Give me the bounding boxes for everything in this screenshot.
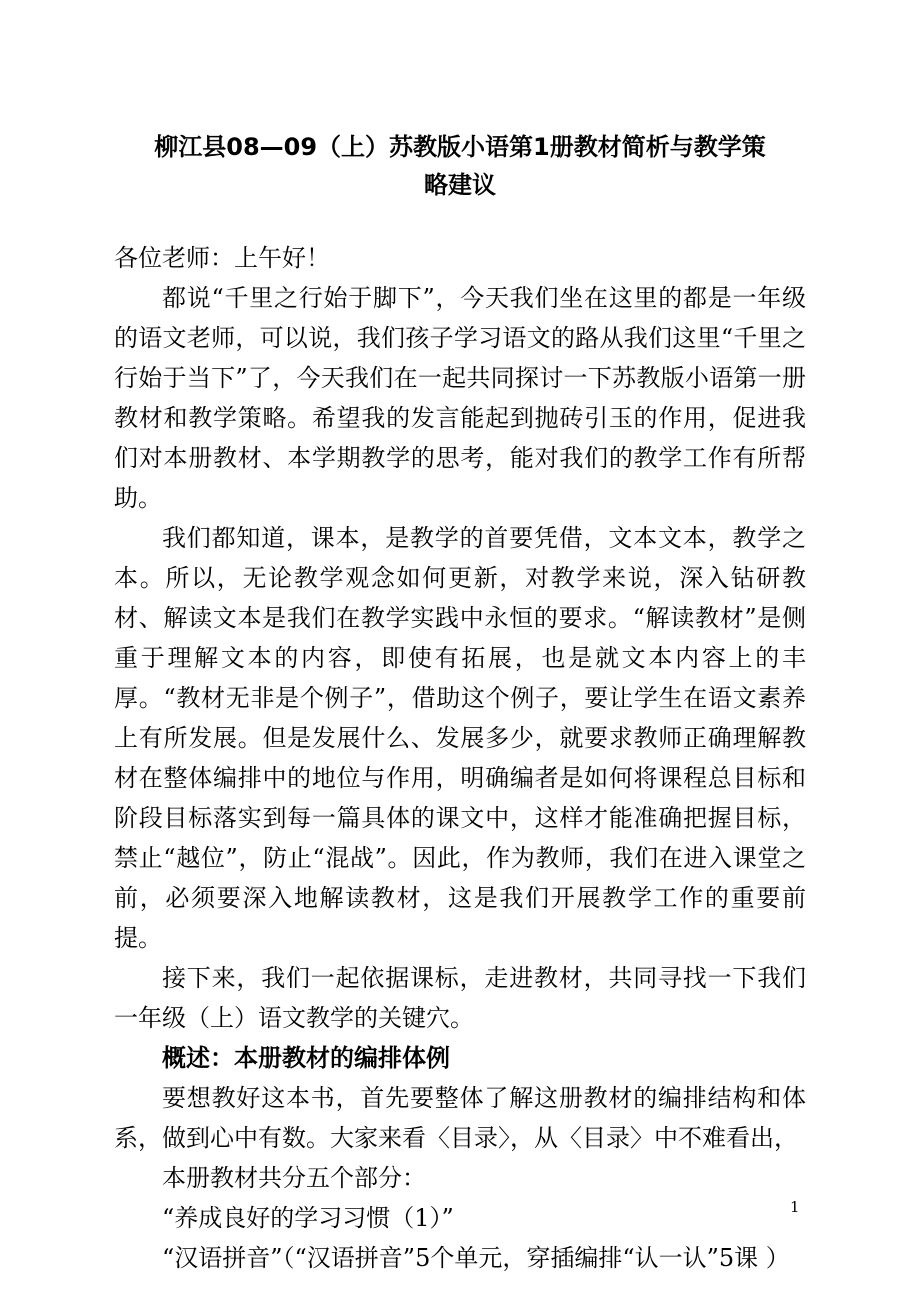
- greeting: 各位老师：上午好！: [114, 244, 330, 272]
- paragraph: 都说“千里之行始于脚下”，今天我们坐在这里的都是一年级的语文老师，可以说，我们孩子学习语文的路从我们这里“千里之行始于当下”了，今天我们在一起共同探讨一下苏教版小语第一册教材和教学策略。希望我的发言能起到抛砖引玉的作用，促进我们对本册教材、本学期教学的思考，能对我们的教学工作有所帮助。: [114, 284, 806, 512]
- title-line-1: 柳江县08—09（上）苏教版小语第1册教材简析与教学策: [154, 133, 766, 161]
- section-heading: 概述：本册教材的编排体例: [162, 1044, 450, 1072]
- list-item: “汉语拼音”（“汉语拼音”5个单元，穿插编排“认一认”5课 ）: [162, 1244, 790, 1272]
- title-line-2: 略建议: [424, 171, 496, 199]
- paragraph: 我们都知道，课本，是教学的首要凭借，文本文本，教学之本。所以，无论教学观念如何更新，对教学来说，深入钻研教材、解读文本是我们在教学实践中永恒的要求。“解读教材”是侧重于理解文本的内容，即使有拓展，也是就文本内容上的丰厚。“教材无非是个例子”，借助这个例子，要让学生在语文素养上有所发展。但是发展什么、发展多少，就要求教师正确理解教材在整体编排中的地位与作用，明确编者是如何将课程总目标和阶段目标落实到每一篇具体的课文中，这样才能准确把握目标，禁止“越位”，防止“混战”。因此，作为教师，我们在进入课堂之前，必须要深入地解读教材，这是我们开展教学工作的重要前提。: [114, 524, 806, 952]
- paragraph: 接下来，我们一起依据课标，走进教材，共同寻找一下我们一年级（上）语文教学的关键穴。: [114, 964, 806, 1032]
- document-title: [110, 128, 810, 204]
- page-number: 1: [790, 1198, 800, 1216]
- document-body: [114, 238, 806, 1278]
- list-item: “养成良好的学习习惯（1）”: [162, 1204, 454, 1232]
- section-paragraph: 要想教好这本书，首先要整体了解这册教材的编排结构和体系，做到心中有数。大家来看〈目录〉，从〈目录〉中不难看出，: [114, 1084, 806, 1152]
- list-intro: 本册教材共分五个部分：: [162, 1164, 426, 1192]
